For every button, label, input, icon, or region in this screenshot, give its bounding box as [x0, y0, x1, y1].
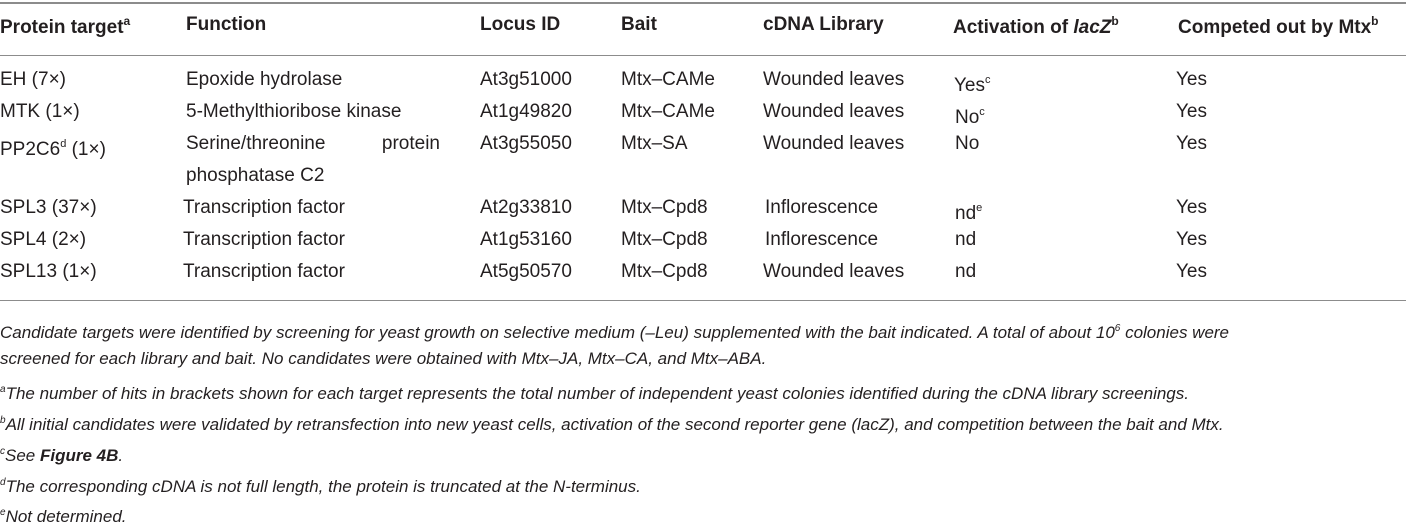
cell-activation-value: No: [955, 107, 980, 128]
cell-activation: [954, 69, 991, 97]
footnote-text: All initial candidates were validated by retransfection into new yeast cells, activation of the second reporter gene (lacZ), and competition between the bait and Mtx.: [5, 415, 1224, 434]
cell-activation: [955, 229, 976, 251]
table-bottom-rule: [0, 300, 1406, 301]
cell-competed: Yes: [1176, 69, 1207, 90]
header-bait: Bait: [621, 14, 657, 35]
table-note-main-line2: screened for each library and bait. No candidates were obtained with Mtx–JA, Mtx–CA, and Mtx–ABA.: [0, 349, 767, 368]
cell-locus-id: At2g33810: [480, 197, 572, 218]
cell-target-name: SPL3 (37×): [0, 197, 97, 218]
cell-function-line2: phosphatase C2: [186, 165, 325, 186]
footnote-mark: b: [1111, 14, 1119, 28]
cell-target-name: SPL4 (2×): [0, 229, 87, 250]
cell-bait: Mtx–CAMe: [621, 69, 715, 90]
cell-target-count: (1×): [66, 139, 106, 160]
header-activation-gene: lacZ: [1073, 17, 1112, 38]
footnote-mark: a: [0, 384, 6, 395]
cell-locus-id: At5g50570: [480, 261, 572, 282]
footnote-a: [0, 379, 1406, 405]
footnote-mark: c: [985, 74, 991, 86]
cell-function: [186, 133, 440, 155]
header-competed-out: [1178, 14, 1379, 39]
cell-cdna-library: Wounded leaves: [763, 133, 905, 154]
footnote-mark: e: [0, 507, 6, 518]
cell-protein-target: [0, 101, 80, 123]
cell-competed: Yes: [1176, 197, 1207, 218]
cell-locus-id: At3g51000: [480, 69, 572, 90]
table-top-rule: [0, 2, 1406, 4]
header-function: Function: [186, 14, 267, 35]
cell-protein-target: [0, 69, 66, 91]
cell-protein-target: [0, 197, 97, 219]
cell-competed: Yes: [1176, 229, 1207, 250]
footnote-mark: c: [979, 106, 985, 118]
footnote-text: .: [118, 446, 124, 465]
cell-activation-value: Yes: [954, 75, 985, 96]
cell-target-name: EH (7×): [0, 69, 66, 90]
header-activation-label: Activation of: [953, 17, 1074, 38]
footnote-b: [0, 410, 1406, 436]
cell-activation: [955, 101, 985, 129]
cell-function: Transcription factor: [183, 229, 345, 250]
cell-activation-value: nd: [955, 203, 977, 224]
cell-function: 5-Methylthioribose kinase: [186, 101, 402, 122]
cell-function: Epoxide hydrolase: [186, 69, 343, 90]
footnote-mark: c: [0, 446, 5, 457]
note-exponent: 6: [1114, 323, 1121, 334]
cell-activation: [955, 133, 979, 155]
cell-function: Transcription factor: [183, 261, 345, 282]
note-text: colonies were: [1120, 323, 1230, 342]
cell-bait: Mtx–Cpd8: [621, 261, 708, 282]
footnote-mark: b: [1371, 14, 1379, 28]
cell-function: Transcription factor: [183, 197, 345, 218]
footnote-mark: a: [123, 14, 131, 28]
cell-locus-id: At3g55050: [480, 133, 572, 154]
cell-activation-value: nd: [955, 261, 977, 282]
cell-locus-id: At1g53160: [480, 229, 572, 250]
cell-locus-id: At1g49820: [480, 101, 572, 122]
footnote-e: [0, 502, 1406, 528]
cell-activation-value: No: [955, 133, 980, 154]
cell-target-name: PP2C6: [0, 139, 61, 160]
header-competed-label: Competed out by Mtx: [1178, 17, 1372, 38]
footnote-mark: b: [0, 415, 6, 426]
cell-activation: [955, 197, 982, 225]
footnote-d: [0, 472, 1406, 498]
cell-cdna-library: Wounded leaves: [763, 69, 905, 90]
footnote-mark: d: [60, 138, 67, 150]
cell-protein-target: [0, 229, 86, 251]
cell-protein-target: [0, 261, 97, 283]
cell-protein-target: [0, 133, 106, 161]
footnote-text: Not determined.: [5, 507, 127, 526]
cell-competed: Yes: [1176, 133, 1207, 154]
cell-bait: Mtx–CAMe: [621, 101, 715, 122]
cell-function-word: protein: [381, 133, 440, 154]
figure-reference-link[interactable]: Figure 4B: [39, 446, 119, 465]
cell-cdna-library: Wounded leaves: [763, 101, 905, 122]
cell-competed: Yes: [1176, 261, 1207, 282]
cell-cdna-library: Inflorescence: [765, 229, 879, 250]
cell-bait: Mtx–SA: [621, 133, 688, 154]
cell-cdna-library: Inflorescence: [765, 197, 879, 218]
footnote-text: See: [5, 446, 40, 465]
table-header-rule: [0, 55, 1406, 56]
cell-cdna-library: Wounded leaves: [763, 261, 905, 282]
footnote-mark: e: [976, 202, 983, 214]
footnote-text: The corresponding cDNA is not full length, the protein is truncated at the N-terminus.: [5, 477, 641, 496]
cell-competed: Yes: [1176, 101, 1207, 122]
header-cdna-library: cDNA Library: [763, 14, 884, 35]
footnote-text: The number of hits in brackets shown for each target represents the total number of independent yeast colonies identified during the cDNA library screenings.: [5, 384, 1189, 403]
note-text: Candidate targets were identified by screening for yeast growth on selective medium (–Leu) supplemented with the bait indicated. A total of about 10: [0, 323, 1115, 342]
cell-target-name: SPL13 (1×): [0, 261, 97, 282]
cell-bait: Mtx–Cpd8: [621, 229, 708, 250]
cell-bait: Mtx–Cpd8: [621, 197, 708, 218]
cell-activation-value: nd: [955, 229, 977, 250]
header-protein-target-label: Protein target: [0, 17, 124, 38]
footnote-mark: d: [0, 477, 6, 488]
footnote-c: [0, 441, 1406, 467]
cell-target-name: MTK (1×): [0, 101, 80, 122]
header-locus-id: Locus ID: [480, 14, 561, 35]
cell-function-word: Serine/threonine: [186, 133, 326, 154]
header-activation-lacz: [953, 14, 1119, 39]
table-note-main-line1: [0, 318, 1406, 344]
header-protein-target: [0, 14, 130, 39]
cell-activation: [955, 261, 976, 283]
